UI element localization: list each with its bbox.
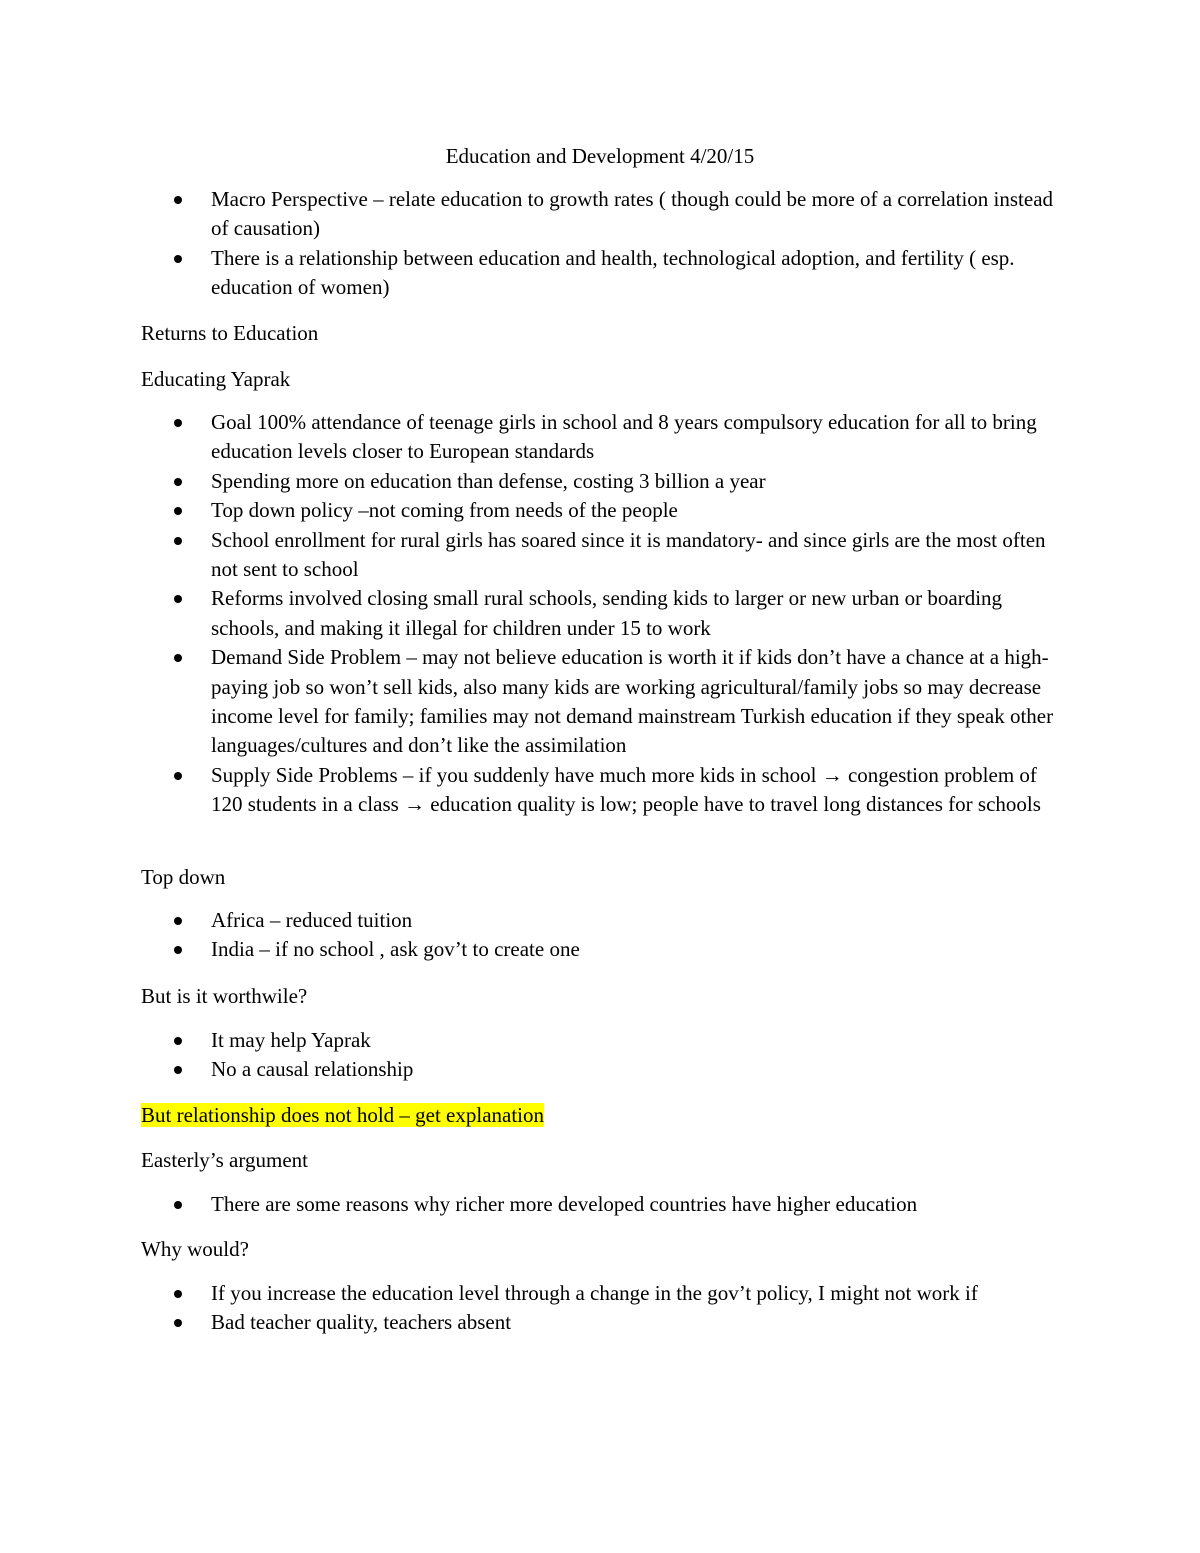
list-item: School enrollment for rural girls has soared since it is mandatory- and since girls are the most often not sent to school: [211, 526, 1071, 585]
yaprak-bullet-list: [211, 408, 1071, 820]
list-item: It may help Yaprak: [211, 1026, 1071, 1055]
why-bullet-list: [211, 1279, 1071, 1338]
heading-educating-yaprak: Educating Yaprak: [141, 367, 291, 391]
highlighted-note: [141, 1100, 544, 1130]
heading-top-down: Top down: [141, 865, 226, 889]
heading-easterly-argument: Easterly’s argument: [141, 1148, 308, 1172]
list-item: Macro Perspective – relate education to growth rates ( though could be more of a correlation instead of causation): [211, 185, 1071, 244]
bullet-icon: [174, 255, 182, 263]
bullet-icon: [174, 1290, 182, 1298]
list-item: There are some reasons why richer more developed countries have higher education: [211, 1190, 1071, 1219]
bullet-icon: [174, 1201, 182, 1209]
list-item: Top down policy –not coming from needs of the people: [211, 496, 1071, 525]
bullet-icon: [174, 196, 182, 204]
highlight-text: But relationship does not hold – get explanation: [141, 1103, 545, 1127]
intro-bullet-list: [211, 185, 1071, 303]
bullet-icon: [174, 772, 182, 780]
worthwhile-bullet-list: [211, 1026, 1071, 1085]
list-item: Bad teacher quality, teachers absent: [211, 1308, 1071, 1337]
heading-worthwhile: But is it worthwile?: [141, 984, 308, 1008]
list-item: Goal 100% attendance of teenage girls in school and 8 years compulsory education for all to bring education levels closer to European standards: [211, 408, 1071, 467]
list-item: India – if no school , ask gov’t to create one: [211, 935, 1071, 964]
list-item: If you increase the education level through a change in the gov’t policy, I might not work if: [211, 1279, 1071, 1308]
bullet-icon: [174, 595, 182, 603]
list-item: Supply Side Problems – if you suddenly have much more kids in school → congestion problem of 120 students in a class → education quality is low; people have to travel long distances for schools: [211, 761, 1071, 820]
topdown-bullet-list: [211, 906, 1071, 965]
bullet-icon: [174, 537, 182, 545]
list-item: No a causal relationship: [211, 1055, 1071, 1084]
bullet-icon: [174, 507, 182, 515]
bullet-icon: [174, 1037, 182, 1045]
list-item: Demand Side Problem – may not believe education is worth it if kids don’t have a chance at a high-paying job so won’t sell kids, also many kids are working agricultural/family jobs so may decrease income level for family; families may not demand mainstream Turkish education if they speak other languages/cultures and don’t like the assimilation: [211, 643, 1071, 761]
bullet-icon: [174, 1319, 182, 1327]
bullet-icon: [174, 478, 182, 486]
heading-returns-to-education: Returns to Education: [141, 321, 319, 345]
bullet-icon: [174, 917, 182, 925]
list-item: There is a relationship between education and health, technological adoption, and fertility ( esp. education of women): [211, 244, 1071, 303]
document-title: Education and Development 4/20/15: [445, 144, 755, 168]
list-item: Reforms involved closing small rural schools, sending kids to larger or new urban or boarding schools, and making it illegal for children under 15 to work: [211, 584, 1071, 643]
bullet-icon: [174, 946, 182, 954]
heading-why-would: Why would?: [141, 1237, 249, 1261]
list-item: Spending more on education than defense, costing 3 billion a year: [211, 467, 1071, 496]
list-item: Africa – reduced tuition: [211, 906, 1071, 935]
bullet-icon: [174, 1066, 182, 1074]
easterly-bullet-list: [211, 1190, 1071, 1219]
bullet-icon: [174, 419, 182, 427]
bullet-icon: [174, 654, 182, 662]
